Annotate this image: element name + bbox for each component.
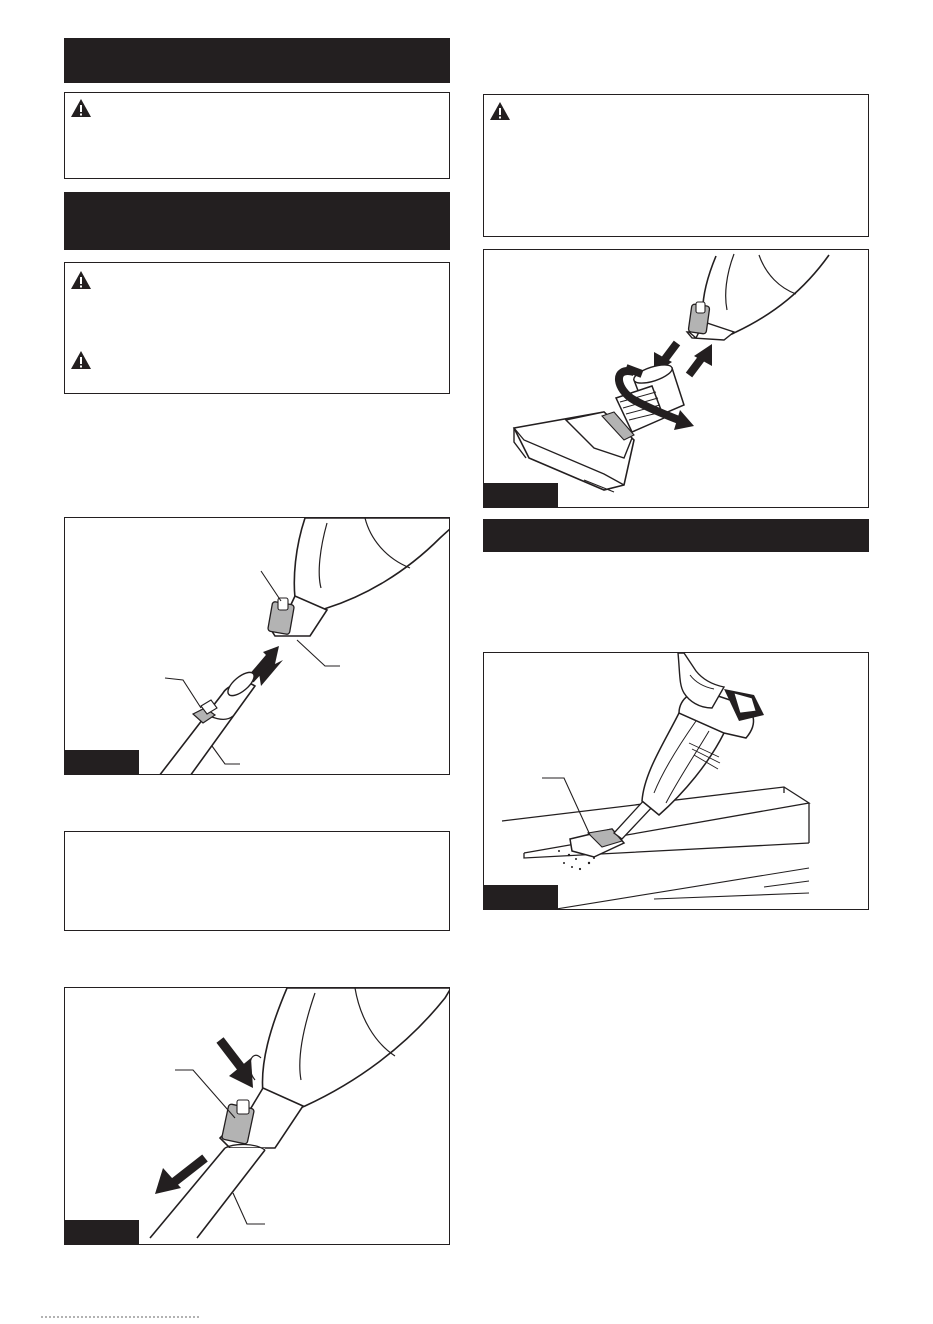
arrow-icon: [220, 1040, 253, 1088]
arrow-icon: [689, 344, 712, 375]
warning-triangle-icon: [70, 270, 92, 290]
note-box: [64, 831, 450, 931]
operation-illustration: [484, 653, 869, 910]
footer-dotted-line: [40, 1316, 200, 1318]
warning-triangle-icon: [489, 101, 511, 121]
figure-operation: [483, 652, 869, 910]
section-header-1: [64, 38, 450, 83]
caution-box-1: [64, 92, 450, 179]
figure-attach-pipe: [64, 517, 450, 775]
figure-attach-floor-nozzle: [483, 249, 869, 508]
warning-triangle-icon: [70, 350, 92, 370]
warning-triangle-icon: [70, 98, 92, 118]
figure-number-tag: [65, 750, 139, 774]
figure-number-tag: [484, 885, 558, 909]
section-header-2: [64, 192, 450, 250]
floor-nozzle-illustration: [484, 250, 869, 508]
section-header-3: [483, 519, 869, 552]
attach-pipe-illustration: [65, 518, 450, 775]
figure-number-tag: [65, 1220, 139, 1244]
figure-remove-pipe: [64, 987, 450, 1245]
remove-pipe-illustration: [65, 988, 450, 1245]
caution-box-2: [64, 262, 450, 394]
figure-number-tag: [484, 483, 558, 507]
caution-box-3: [483, 94, 869, 237]
